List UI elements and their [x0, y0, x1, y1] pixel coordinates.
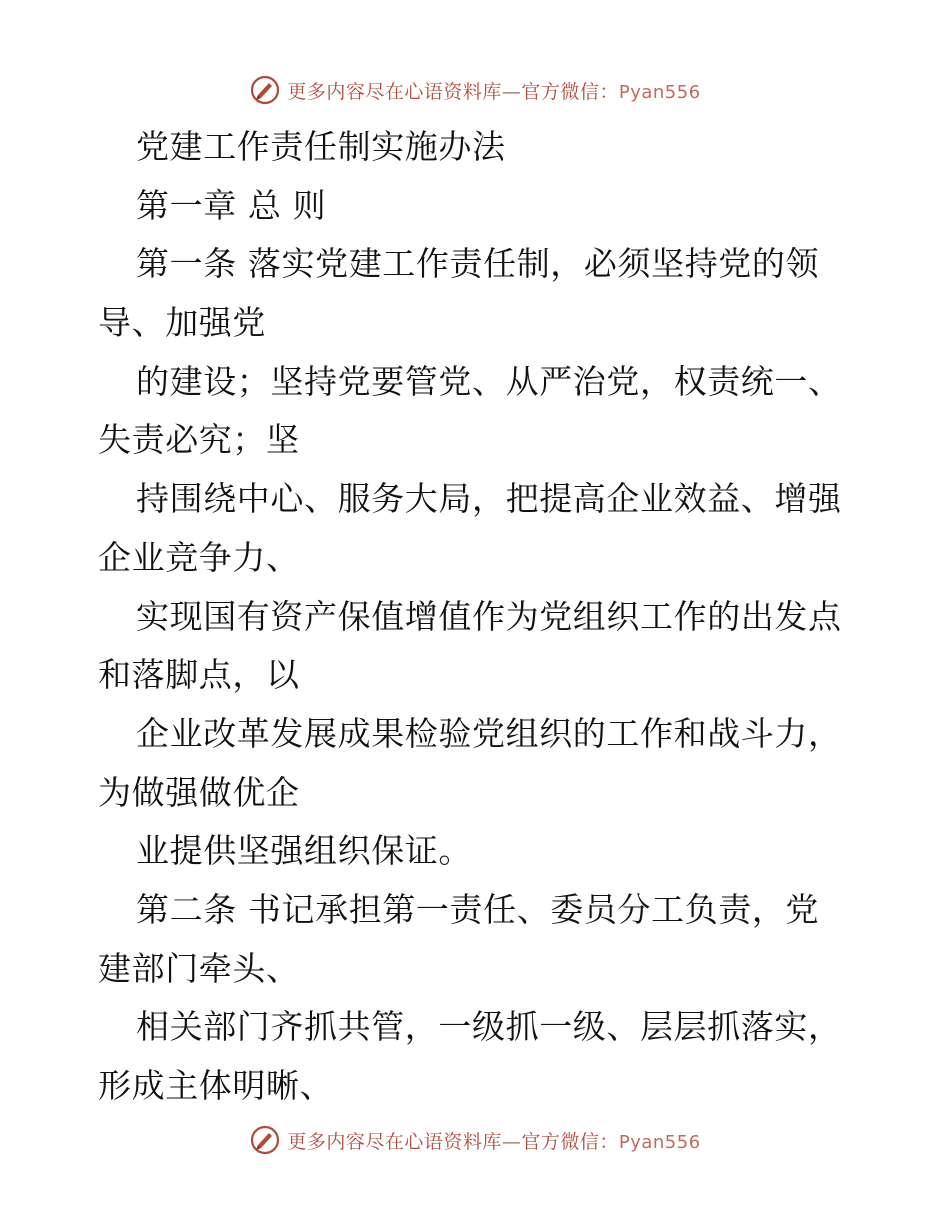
text-line: 失责必究；坚 — [98, 420, 300, 460]
text-line: 第二条 书记承担第一责任、委员分工负责，党 — [136, 889, 820, 929]
text-line: 企业竞争力、 — [98, 537, 300, 577]
pen-logo-icon — [249, 74, 281, 106]
watermark-text: 更多内容尽在心语资料库—官方微信：Pyan556 — [287, 80, 701, 103]
text-line: 的建设；坚持党要管党、从严治党，权责统一、 — [136, 361, 842, 401]
text-line: 形成主体明晰、 — [98, 1066, 334, 1105]
watermark-text: 更多内容尽在心语资料库—官方微信：Pyan556 — [287, 1130, 701, 1153]
document-body — [98, 118, 858, 1116]
text-line: 相关部门齐抓共管，一级抓一级、层层抓落实， — [136, 1007, 842, 1047]
text-line: 业提供坚强组织保证。 — [136, 831, 472, 871]
header-watermark — [0, 72, 950, 108]
text-line: 实现国有资产保值增值作为党组织工作的出发点 — [136, 596, 842, 636]
pen-logo-icon — [249, 1124, 281, 1156]
text-line: 导、加强党 — [98, 303, 266, 343]
footer-watermark — [0, 1122, 950, 1158]
text-line: 和落脚点，以 — [98, 655, 300, 695]
text-line: 建部门牵头、 — [98, 948, 300, 988]
text-line: 第一条 落实党建工作责任制，必须坚持党的领 — [136, 244, 820, 284]
text-line: 为做强做优企 — [98, 772, 300, 812]
chapter-heading: 第一章 总 则 — [136, 185, 327, 225]
text-line: 持围绕中心、服务大局，把提高企业效益、增强 — [136, 479, 842, 519]
document-title: 党建工作责任制实施办法 — [136, 127, 506, 166]
text-line: 企业改革发展成果检验党组织的工作和战斗力， — [136, 713, 842, 753]
